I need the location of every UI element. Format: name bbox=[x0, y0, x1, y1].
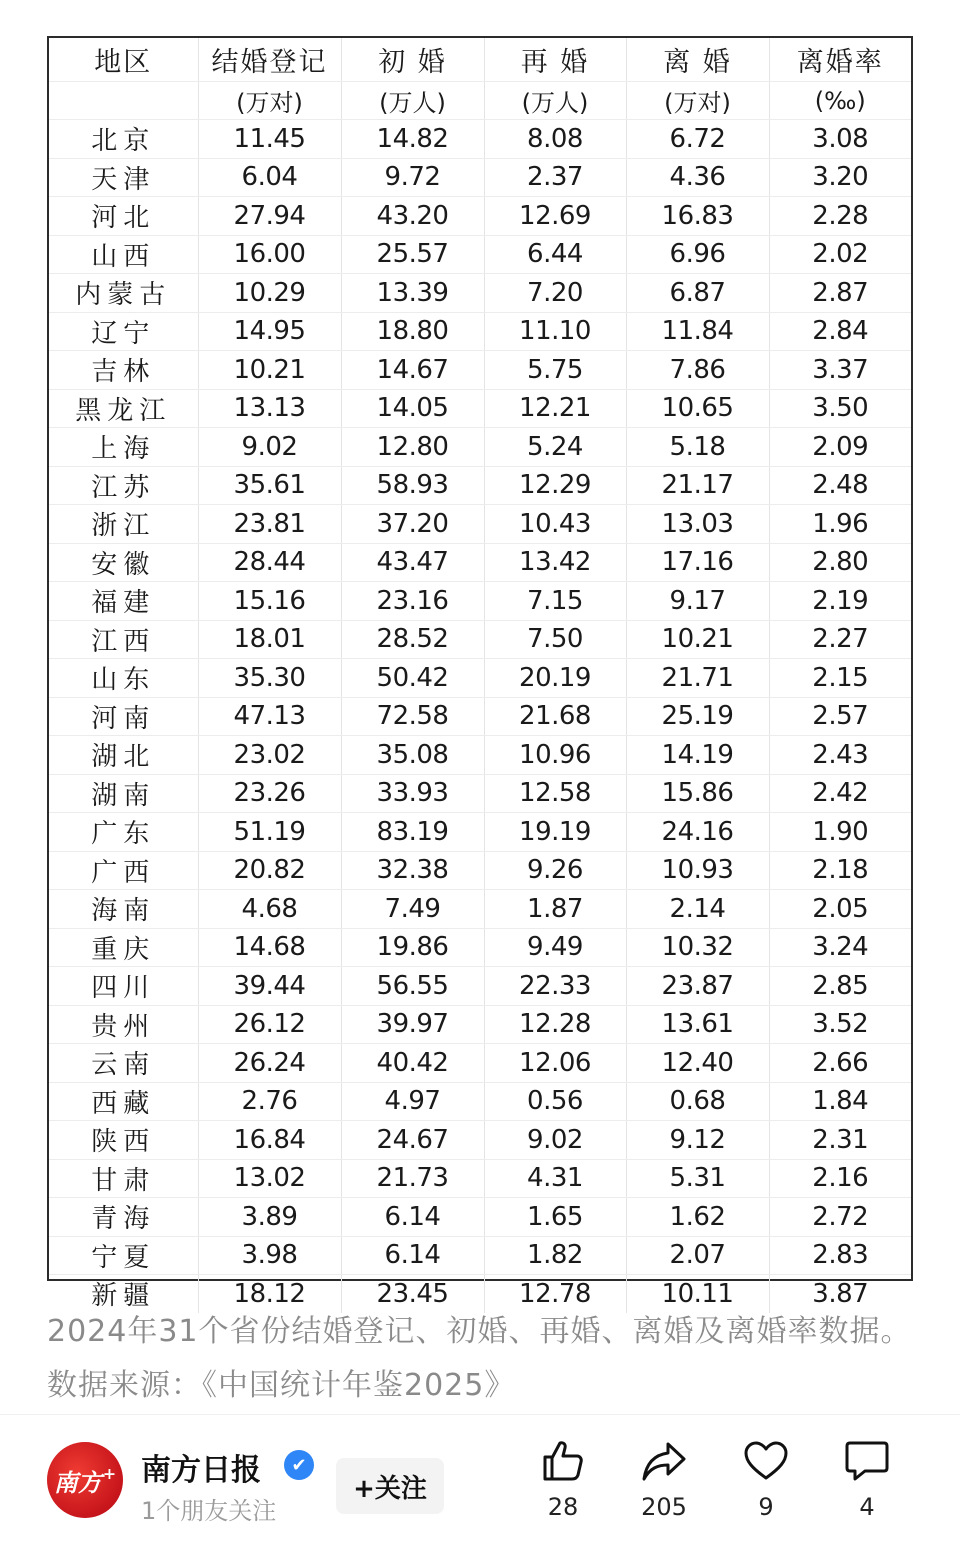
value-cell: 14.05 bbox=[341, 389, 484, 428]
value-cell: 13.13 bbox=[198, 389, 341, 428]
region-cell: 安徽 bbox=[49, 543, 198, 582]
value-cell: 3.52 bbox=[769, 1005, 911, 1044]
value-cell: 25.57 bbox=[341, 235, 484, 274]
value-cell: 56.55 bbox=[341, 967, 484, 1006]
value-cell: 2.15 bbox=[769, 659, 911, 698]
value-cell: 2.83 bbox=[769, 1236, 911, 1275]
value-cell: 6.14 bbox=[341, 1236, 484, 1275]
table-row bbox=[49, 1005, 911, 1044]
value-cell: 5.31 bbox=[626, 1159, 769, 1198]
value-cell: 5.24 bbox=[484, 428, 626, 467]
value-cell: 5.75 bbox=[484, 351, 626, 390]
value-cell: 10.43 bbox=[484, 505, 626, 544]
value-cell: 2.19 bbox=[769, 582, 911, 621]
share-button[interactable] bbox=[624, 1437, 704, 1521]
value-cell: 35.08 bbox=[341, 736, 484, 775]
table-row bbox=[49, 312, 911, 351]
value-cell: 16.84 bbox=[198, 1121, 341, 1160]
unit-row bbox=[49, 82, 911, 120]
value-cell: 21.73 bbox=[341, 1159, 484, 1198]
region-cell: 天津 bbox=[49, 158, 198, 197]
header-divorce: 离 婚 bbox=[626, 38, 769, 82]
value-cell: 4.68 bbox=[198, 890, 341, 929]
table-row bbox=[49, 274, 911, 313]
post-footer-bar bbox=[0, 1415, 960, 1557]
marriage-divorce-table bbox=[49, 38, 911, 1313]
value-cell: 9.02 bbox=[198, 428, 341, 467]
region-cell: 河北 bbox=[49, 197, 198, 236]
table-row bbox=[49, 120, 911, 159]
value-cell: 4.31 bbox=[484, 1159, 626, 1198]
value-cell: 6.87 bbox=[626, 274, 769, 313]
value-cell: 12.58 bbox=[484, 774, 626, 813]
value-cell: 7.49 bbox=[341, 890, 484, 929]
value-cell: 22.33 bbox=[484, 967, 626, 1006]
value-cell: 24.16 bbox=[626, 813, 769, 852]
header-remarriage: 再 婚 bbox=[484, 38, 626, 82]
unit-divorce: (万对) bbox=[626, 82, 769, 120]
region-cell: 河南 bbox=[49, 697, 198, 736]
region-cell: 湖南 bbox=[49, 774, 198, 813]
value-cell: 37.20 bbox=[341, 505, 484, 544]
region-cell: 广西 bbox=[49, 851, 198, 890]
value-cell: 2.18 bbox=[769, 851, 911, 890]
table-row bbox=[49, 659, 911, 698]
value-cell: 0.56 bbox=[484, 1082, 626, 1121]
avatar-plus: + bbox=[102, 1463, 117, 1483]
comment-button[interactable] bbox=[827, 1437, 907, 1521]
value-cell: 1.84 bbox=[769, 1082, 911, 1121]
value-cell: 5.18 bbox=[626, 428, 769, 467]
value-cell: 2.66 bbox=[769, 1044, 911, 1083]
region-cell: 山西 bbox=[49, 235, 198, 274]
region-cell: 福建 bbox=[49, 582, 198, 621]
value-cell: 10.96 bbox=[484, 736, 626, 775]
value-cell: 12.40 bbox=[626, 1044, 769, 1083]
table-row bbox=[49, 158, 911, 197]
value-cell: 47.13 bbox=[198, 697, 341, 736]
value-cell: 7.20 bbox=[484, 274, 626, 313]
region-cell: 黑龙江 bbox=[49, 389, 198, 428]
table-row bbox=[49, 389, 911, 428]
value-cell: 2.14 bbox=[626, 890, 769, 929]
account-name[interactable]: 南方日报 bbox=[141, 1453, 261, 1488]
share-count: 205 bbox=[641, 1493, 687, 1521]
table-row bbox=[49, 967, 911, 1006]
value-cell: 12.21 bbox=[484, 389, 626, 428]
region-cell: 陕西 bbox=[49, 1121, 198, 1160]
value-cell: 14.95 bbox=[198, 312, 341, 351]
value-cell: 6.04 bbox=[198, 158, 341, 197]
value-cell: 7.86 bbox=[626, 351, 769, 390]
avatar[interactable] bbox=[47, 1442, 123, 1518]
table-row bbox=[49, 1082, 911, 1121]
value-cell: 6.44 bbox=[484, 235, 626, 274]
value-cell: 3.89 bbox=[198, 1198, 341, 1237]
value-cell: 10.32 bbox=[626, 928, 769, 967]
table-row bbox=[49, 813, 911, 852]
value-cell: 3.98 bbox=[198, 1236, 341, 1275]
value-cell: 6.72 bbox=[626, 120, 769, 159]
heart-icon bbox=[742, 1437, 790, 1485]
table-row bbox=[49, 543, 911, 582]
value-cell: 3.20 bbox=[769, 158, 911, 197]
region-cell: 广东 bbox=[49, 813, 198, 852]
value-cell: 1.65 bbox=[484, 1198, 626, 1237]
value-cell: 2.72 bbox=[769, 1198, 911, 1237]
value-cell: 1.90 bbox=[769, 813, 911, 852]
table-row bbox=[49, 466, 911, 505]
value-cell: 4.97 bbox=[341, 1082, 484, 1121]
follow-button[interactable]: +关注 bbox=[336, 1458, 444, 1514]
value-cell: 33.93 bbox=[341, 774, 484, 813]
value-cell: 10.29 bbox=[198, 274, 341, 313]
value-cell: 21.68 bbox=[484, 697, 626, 736]
avatar-text: 南方 bbox=[53, 1467, 102, 1497]
value-cell: 9.17 bbox=[626, 582, 769, 621]
value-cell: 27.94 bbox=[198, 197, 341, 236]
value-cell: 13.02 bbox=[198, 1159, 341, 1198]
value-cell: 11.84 bbox=[626, 312, 769, 351]
value-cell: 2.16 bbox=[769, 1159, 911, 1198]
value-cell: 7.15 bbox=[484, 582, 626, 621]
value-cell: 20.82 bbox=[198, 851, 341, 890]
value-cell: 9.02 bbox=[484, 1121, 626, 1160]
table-row bbox=[49, 1236, 911, 1275]
value-cell: 18.80 bbox=[341, 312, 484, 351]
region-cell: 宁夏 bbox=[49, 1236, 198, 1275]
value-cell: 13.42 bbox=[484, 543, 626, 582]
table-row bbox=[49, 774, 911, 813]
unit-marriage-registration: (万对) bbox=[198, 82, 341, 120]
value-cell: 2.87 bbox=[769, 274, 911, 313]
value-cell: 35.61 bbox=[198, 466, 341, 505]
value-cell: 12.80 bbox=[341, 428, 484, 467]
value-cell: 1.62 bbox=[626, 1198, 769, 1237]
value-cell: 10.93 bbox=[626, 851, 769, 890]
table-row bbox=[49, 197, 911, 236]
value-cell: 23.02 bbox=[198, 736, 341, 775]
value-cell: 3.37 bbox=[769, 351, 911, 390]
region-cell: 湖北 bbox=[49, 736, 198, 775]
table-row bbox=[49, 1121, 911, 1160]
unit-divorce-rate: (‰) bbox=[769, 82, 911, 120]
table-row bbox=[49, 351, 911, 390]
value-cell: 24.67 bbox=[341, 1121, 484, 1160]
value-cell: 39.97 bbox=[341, 1005, 484, 1044]
table-row bbox=[49, 1044, 911, 1083]
value-cell: 50.42 bbox=[341, 659, 484, 698]
value-cell: 72.58 bbox=[341, 697, 484, 736]
value-cell: 32.38 bbox=[341, 851, 484, 890]
value-cell: 51.19 bbox=[198, 813, 341, 852]
header-region: 地区 bbox=[49, 38, 198, 82]
value-cell: 14.82 bbox=[341, 120, 484, 159]
value-cell: 26.24 bbox=[198, 1044, 341, 1083]
value-cell: 2.09 bbox=[769, 428, 911, 467]
value-cell: 20.19 bbox=[484, 659, 626, 698]
table-row bbox=[49, 505, 911, 544]
value-cell: 4.36 bbox=[626, 158, 769, 197]
value-cell: 39.44 bbox=[198, 967, 341, 1006]
table-row bbox=[49, 582, 911, 621]
region-cell: 西藏 bbox=[49, 1082, 198, 1121]
table-row bbox=[49, 235, 911, 274]
value-cell: 2.07 bbox=[626, 1236, 769, 1275]
thumbs-up-icon bbox=[539, 1437, 587, 1485]
unit-remarriage: (万人) bbox=[484, 82, 626, 120]
region-cell: 青海 bbox=[49, 1198, 198, 1237]
region-cell: 四川 bbox=[49, 967, 198, 1006]
region-cell: 内蒙古 bbox=[49, 274, 198, 313]
header-row bbox=[49, 38, 911, 82]
value-cell: 3.50 bbox=[769, 389, 911, 428]
value-cell: 2.31 bbox=[769, 1121, 911, 1160]
region-cell: 贵州 bbox=[49, 1005, 198, 1044]
value-cell: 7.50 bbox=[484, 620, 626, 659]
value-cell: 12.28 bbox=[484, 1005, 626, 1044]
table-row bbox=[49, 620, 911, 659]
region-cell: 辽宁 bbox=[49, 312, 198, 351]
favorite-button[interactable] bbox=[726, 1437, 806, 1521]
table-row bbox=[49, 428, 911, 467]
value-cell: 23.45 bbox=[341, 1275, 484, 1313]
image-caption: 2024年31个省份结婚登记、初婚、再婚、离婚及离婚率数据。数据来源：《中国统计年鉴2025》 bbox=[47, 1314, 912, 1403]
value-cell: 15.86 bbox=[626, 774, 769, 813]
header-divorce-rate: 离婚率 bbox=[769, 38, 911, 82]
value-cell: 2.27 bbox=[769, 620, 911, 659]
value-cell: 15.16 bbox=[198, 582, 341, 621]
value-cell: 9.49 bbox=[484, 928, 626, 967]
value-cell: 3.24 bbox=[769, 928, 911, 967]
table-row bbox=[49, 697, 911, 736]
value-cell: 11.10 bbox=[484, 312, 626, 351]
statistics-table bbox=[47, 36, 913, 1312]
region-cell: 云南 bbox=[49, 1044, 198, 1083]
region-cell: 甘肃 bbox=[49, 1159, 198, 1198]
value-cell: 2.76 bbox=[198, 1082, 341, 1121]
value-cell: 11.45 bbox=[198, 120, 341, 159]
value-cell: 6.96 bbox=[626, 235, 769, 274]
value-cell: 14.67 bbox=[341, 351, 484, 390]
value-cell: 1.82 bbox=[484, 1236, 626, 1275]
unit-region bbox=[49, 82, 198, 120]
value-cell: 28.44 bbox=[198, 543, 341, 582]
value-cell: 2.28 bbox=[769, 197, 911, 236]
value-cell: 9.26 bbox=[484, 851, 626, 890]
value-cell: 25.19 bbox=[626, 697, 769, 736]
header-marriage-registration: 结婚登记 bbox=[198, 38, 341, 82]
like-count: 28 bbox=[547, 1493, 579, 1521]
value-cell: 9.72 bbox=[341, 158, 484, 197]
value-cell: 12.69 bbox=[484, 197, 626, 236]
value-cell: 2.43 bbox=[769, 736, 911, 775]
value-cell: 1.87 bbox=[484, 890, 626, 929]
value-cell: 13.03 bbox=[626, 505, 769, 544]
value-cell: 3.87 bbox=[812, 1278, 869, 1309]
value-cell: 2.02 bbox=[769, 235, 911, 274]
value-cell: 43.47 bbox=[341, 543, 484, 582]
value-cell: 35.30 bbox=[198, 659, 341, 698]
region-cell: 重庆 bbox=[49, 928, 198, 967]
value-cell: 2.42 bbox=[769, 774, 911, 813]
value-cell: 2.85 bbox=[769, 967, 911, 1006]
value-cell: 2.05 bbox=[769, 890, 911, 929]
region-cell: 浙江 bbox=[49, 505, 198, 544]
table-row bbox=[49, 851, 911, 890]
value-cell: 1.96 bbox=[769, 505, 911, 544]
value-cell: 18.01 bbox=[198, 620, 341, 659]
verified-icon: ✔ bbox=[284, 1450, 314, 1480]
comment-count: 4 bbox=[859, 1493, 875, 1521]
value-cell: 8.08 bbox=[484, 120, 626, 159]
value-cell: 14.19 bbox=[626, 736, 769, 775]
value-cell: 12.29 bbox=[484, 466, 626, 505]
value-cell: 2.84 bbox=[769, 312, 911, 351]
value-cell: 10.21 bbox=[626, 620, 769, 659]
region-cell: 吉林 bbox=[49, 351, 198, 390]
region-cell: 上海 bbox=[49, 428, 198, 467]
value-cell: 13.39 bbox=[341, 274, 484, 313]
comment-icon bbox=[843, 1437, 891, 1485]
value-cell: 26.12 bbox=[198, 1005, 341, 1044]
value-cell: 2.57 bbox=[769, 697, 911, 736]
value-cell: 10.21 bbox=[198, 351, 341, 390]
value-cell: 40.42 bbox=[341, 1044, 484, 1083]
value-cell: 23.26 bbox=[198, 774, 341, 813]
value-cell: 6.14 bbox=[341, 1198, 484, 1237]
favorite-count: 9 bbox=[758, 1493, 774, 1521]
value-cell: 16.00 bbox=[198, 235, 341, 274]
value-cell: 10.65 bbox=[626, 389, 769, 428]
table-row bbox=[49, 890, 911, 929]
unit-first-marriage: (万人) bbox=[341, 82, 484, 120]
value-cell: 23.87 bbox=[626, 967, 769, 1006]
value-cell: 23.81 bbox=[198, 505, 341, 544]
value-cell: 21.17 bbox=[626, 466, 769, 505]
table-body bbox=[49, 120, 911, 1313]
value-cell: 19.86 bbox=[341, 928, 484, 967]
value-cell: 43.20 bbox=[341, 197, 484, 236]
value-cell: 14.68 bbox=[198, 928, 341, 967]
value-cell: 12.06 bbox=[484, 1044, 626, 1083]
value-cell: 12.78 bbox=[484, 1275, 626, 1313]
region-cell: 山东 bbox=[49, 659, 198, 698]
value-cell: 2.37 bbox=[484, 158, 626, 197]
table-row bbox=[49, 1159, 911, 1198]
value-cell: 23.16 bbox=[341, 582, 484, 621]
header-first-marriage: 初 婚 bbox=[341, 38, 484, 82]
value-cell: 13.61 bbox=[626, 1005, 769, 1044]
table-row bbox=[49, 736, 911, 775]
region-cell: 江苏 bbox=[49, 466, 198, 505]
value-cell: 10.11 bbox=[626, 1275, 769, 1313]
region-cell: 海南 bbox=[49, 890, 198, 929]
table-row bbox=[49, 928, 911, 967]
value-cell: 16.83 bbox=[626, 197, 769, 236]
value-cell: 19.19 bbox=[484, 813, 626, 852]
value-cell: 0.68 bbox=[626, 1082, 769, 1121]
value-cell: 3.08 bbox=[769, 120, 911, 159]
value-cell: 21.71 bbox=[626, 659, 769, 698]
value-cell: 17.16 bbox=[626, 543, 769, 582]
value-cell: 28.52 bbox=[341, 620, 484, 659]
region-cell: 北京 bbox=[49, 120, 198, 159]
like-button[interactable] bbox=[523, 1437, 603, 1521]
value-cell: 58.93 bbox=[341, 466, 484, 505]
share-icon bbox=[640, 1437, 688, 1485]
value-cell: 2.48 bbox=[769, 466, 911, 505]
value-cell: 2.80 bbox=[769, 543, 911, 582]
value-cell: 9.12 bbox=[626, 1121, 769, 1160]
value-cell: 83.19 bbox=[341, 813, 484, 852]
region-cell: 新疆 bbox=[49, 1275, 198, 1313]
region-cell: 江西 bbox=[49, 620, 198, 659]
value-cell: 18.12 bbox=[198, 1275, 341, 1313]
table-row bbox=[49, 1198, 911, 1237]
account-followers-text: 1个朋友关注 bbox=[141, 1497, 277, 1525]
